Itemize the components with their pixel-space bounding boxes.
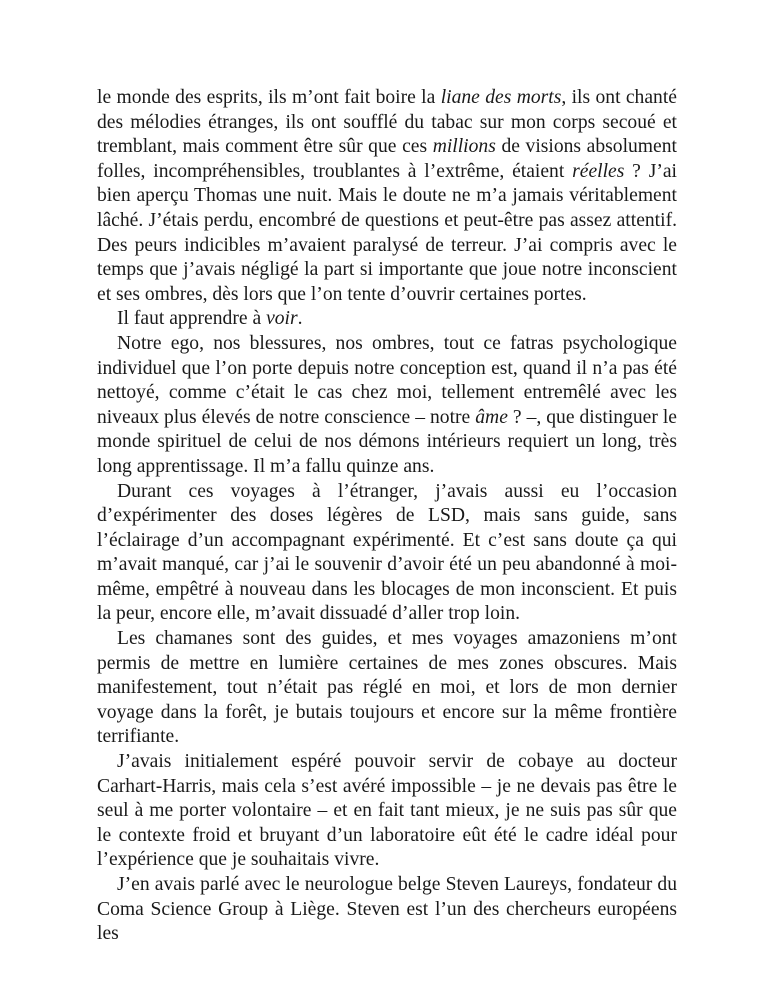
text-run: J’avais initialement espéré pouvoir servir de cobaye au docteur Carhart-Harris, mais cela s’est avéré impossible – je ne devais pas être le seul à me porter volontaire – et en fait tant mieux, je ne suis pas sûr que le contexte froid et bruyant d’un laboratoire eût été le cadre idéal pour l’expérience que je souhaitais vivre.: [97, 751, 677, 871]
text-run: de visions absolument folles, incompréhensibles, troublantes à l’extrême, étaient: [97, 136, 677, 182]
text-run: .: [297, 308, 303, 330]
paragraph: [97, 307, 677, 332]
italic-text-run: millions: [432, 136, 496, 158]
italic-text-run: âme: [475, 406, 508, 428]
text-run: Les chamanes sont des guides, et mes voyages amazoniens m’ont permis de mettre en lumière certaines de mes zones obscures. Mais manifestement, tout n’était pas réglé en moi, et lors de mon dernier voyage dans la forêt, je butais toujours et encore sur la même frontière terrifiante.: [97, 628, 677, 748]
text-run: Notre ego, nos blessures, nos ombres, tout ce fatras psychologique individuel que l’on porte depuis notre conception est, quand il n’a pas été nettoyé, comme c’était le cas chez moi, tellement entremêlé avec les niveaux plus élevés de notre conscience – notre: [97, 332, 677, 428]
page-body: [97, 86, 677, 947]
paragraph: [97, 86, 677, 307]
paragraph: [97, 480, 677, 628]
text-run: ? –, que distinguer le monde spirituel de celui de nos démons intérieurs requiert un long, très long apprentissage. Il m’a fallu quinze ans.: [97, 406, 677, 477]
italic-text-run: réelles: [572, 160, 625, 182]
text-run: J’en avais parlé avec le neurologue belge Steven Laureys, fondateur du Coma Science Group à Liège. Steven est l’un des chercheurs européens les: [97, 874, 677, 945]
italic-text-run: voir: [266, 308, 298, 330]
text-run: ? J’ai bien aperçu Thomas une nuit. Mais le doute ne m’a jamais véritablement lâché. J’étais perdu, encombré de questions et peut-être pas assez attentif. Des peurs indicibles m’avaient paralysé de terreur. J’ai compris avec le temps que j’avais négligé la part si importante que joue notre inconscient et ses ombres, dès lors que l’on tente d’ouvrir certaines portes.: [97, 160, 677, 305]
text-run: Il faut apprendre à: [117, 308, 267, 330]
text-run: , ils ont chanté des mélodies étranges, ils ont soufflé du tabac sur mon corps secoué et tremblant, mais comment être sûr que ces: [97, 87, 677, 158]
paragraph: [97, 627, 677, 750]
paragraph: [97, 750, 677, 873]
paragraph: [97, 332, 677, 480]
text-run: le monde des esprits, ils m’ont fait boire la: [97, 87, 441, 108]
text-run: Durant ces voyages à l’étranger, j’avais aussi eu l’occasion d’expérimenter des doses légères de LSD, mais sans guide, sans l’éclairage d’un accompagnant expérimenté. Et c’est sans doute ça qui m’avait manqué, car j’ai le souvenir d’avoir été un peu abandonné à moi-même, empêtré à nouveau dans les blocages de mon inconscient. Et puis la peur, encore elle, m’avait dissuadé d’aller trop loin.: [97, 480, 677, 625]
paragraph: [97, 873, 677, 947]
italic-text-run: liane des morts: [440, 87, 562, 108]
